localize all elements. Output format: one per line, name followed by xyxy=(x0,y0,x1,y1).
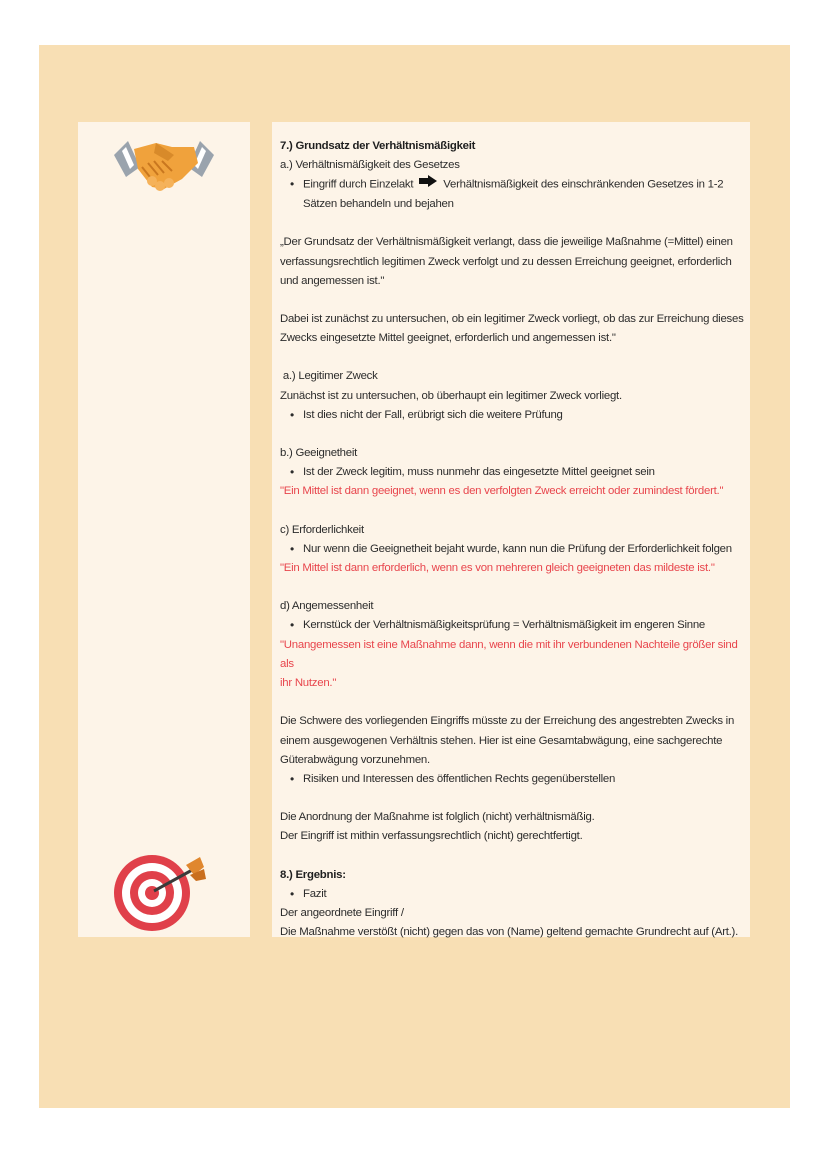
erf-title: c) Erforderlichkeit xyxy=(280,523,364,536)
list-item: • Risiken und Interessen des öffentlichen Rechts gegenüberstellen xyxy=(303,770,746,789)
ang-definition: "Unangemessen ist eine Maßnahme dann, wenn die mit ihr verbundenen Nachteile größer sind als xyxy=(280,638,738,670)
legit-text: Zunächst ist zu untersuchen, ob überhaupt ein legitimer Zweck vorliegt. xyxy=(280,389,622,402)
conclusion-line: Die Anordnung der Maßnahme ist folglich (nicht) verhältnismäßig. xyxy=(280,811,595,824)
section7-title: 7.) Grundsatz der Verhältnismäßigkeit xyxy=(280,140,476,152)
result-line: Der angeordnete Eingriff / xyxy=(280,906,404,919)
list-item: • Ist der Zweck legitim, muss nunmehr das eingesetzte Mittel geeignet sein xyxy=(303,463,746,482)
bullet1-text-end: Sätzen behandeln und bejahen xyxy=(303,198,454,211)
bullet-list xyxy=(280,540,746,559)
dabei-line: Zwecks eingesetzte Mittel geeignet, erforderlich und angemessen ist." xyxy=(280,332,616,345)
bullet-list xyxy=(280,463,746,482)
document-content xyxy=(280,137,746,942)
sub-a-heading: a.) Verhältnismäßigkeit des Gesetzes xyxy=(280,159,460,172)
legit-title: a.) Legitimer Zweck xyxy=(280,370,378,383)
handshake-icon xyxy=(112,133,216,198)
list-item: • Fazit xyxy=(303,885,746,904)
side-panel xyxy=(78,122,250,937)
ang-definition: ihr Nutzen." xyxy=(280,677,337,690)
bullet1-text-cont: Verhältnismäßigkeit des einschränkenden Gesetzes in 1-2 xyxy=(443,179,724,192)
quote-line: „Der Grundsatz der Verhältnismäßigkeit verlangt, dass die jeweilige Maßnahme (=Mittel) einen xyxy=(280,236,733,249)
schwere-line: Güterabwägung vorzunehmen. xyxy=(280,753,430,766)
geeig-title: b.) Geeignetheit xyxy=(280,447,358,460)
list-item: • Nur wenn die Geeignetheit bejaht wurde, kann nun die Prüfung der Erforderlichkeit folgen xyxy=(303,540,746,559)
bullet1-text: Eingriff durch Einzelakt xyxy=(303,179,414,192)
schwere-line: Die Schwere des vorliegenden Eingriffs müsste zu der Erreichung des angestrebten Zwecks in xyxy=(280,715,735,728)
arrow-right-icon xyxy=(419,175,437,194)
bullet-list xyxy=(280,175,746,214)
dabei-line: Dabei ist zunächst zu untersuchen, ob ein legitimer Zweck vorliegt, ob das zur Erreichung dieses xyxy=(280,313,744,326)
section8-title: 8.) Ergebnis: xyxy=(280,868,346,881)
geeig-definition: "Ein Mittel ist dann geeignet, wenn es den verfolgten Zweck erreicht oder zumindest fördert." xyxy=(280,485,724,498)
conclusion-line: Der Eingriff ist mithin verfassungsrechtlich (nicht) gerechtfertigt. xyxy=(280,830,583,843)
target-icon xyxy=(112,855,212,940)
list-item: • Ist dies nicht der Fall, erübrigt sich die weitere Prüfung xyxy=(303,406,746,425)
list-item: • Kernstück der Verhältnismäßigkeitsprüfung = Verhältnismäßigkeit im engeren Sinne xyxy=(303,616,746,635)
quote-line: verfassungsrechtlich legitimen Zweck verfolgt und zu dessen Erreichung geeignet, erforderlich xyxy=(280,255,732,268)
bullet-list xyxy=(280,885,746,904)
bullet-list xyxy=(280,770,746,789)
ang-title: d) Angemessenheit xyxy=(280,600,374,613)
bullet-list xyxy=(280,406,746,425)
schwere-line: einem ausgewogenen Verhältnis stehen. Hier ist eine Gesamtabwägung, eine sachgerechte xyxy=(280,734,723,747)
list-item xyxy=(303,175,746,214)
quote-line: und angemessen ist." xyxy=(280,274,385,287)
erf-definition: "Ein Mittel ist dann erforderlich, wenn es von mehreren gleich geeigneten das mildeste ist." xyxy=(280,562,715,575)
bullet-list xyxy=(280,616,746,635)
result-line: Die Maßnahme verstößt (nicht) gegen das von (Name) geltend gemachte Grundrecht auf (Art.). xyxy=(280,926,739,939)
